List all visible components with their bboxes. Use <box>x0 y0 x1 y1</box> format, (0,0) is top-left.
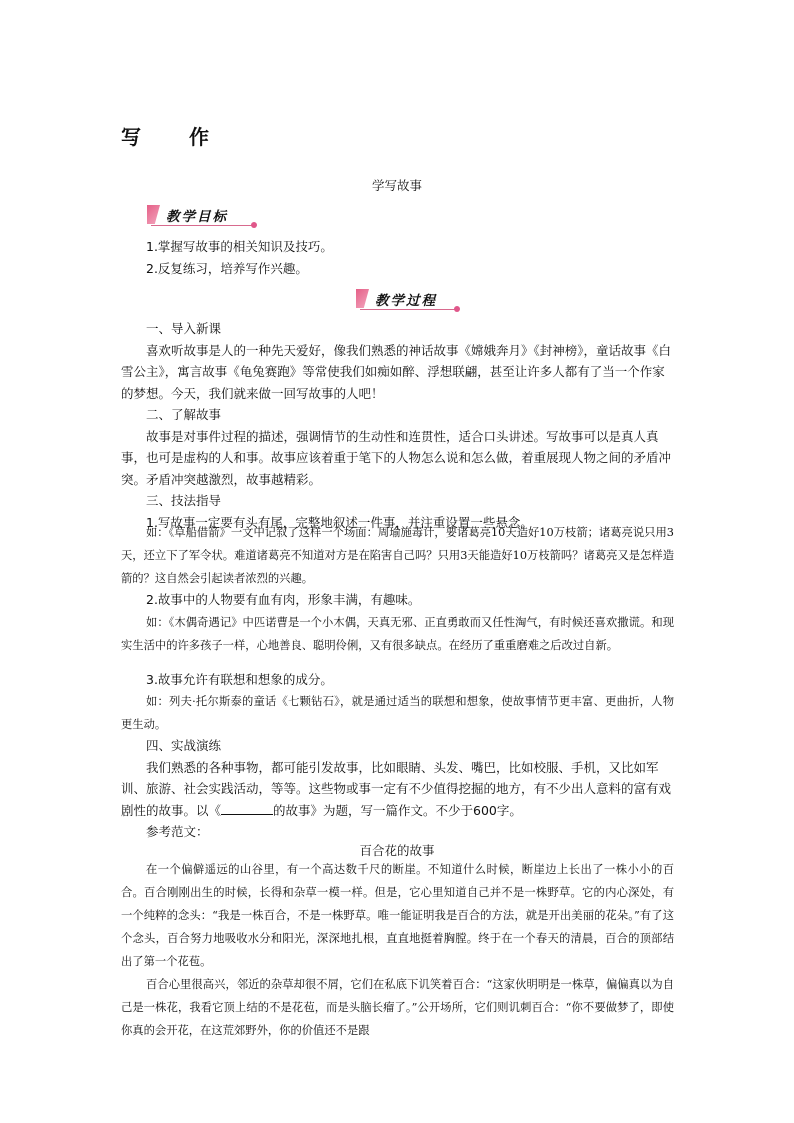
section-heading: 一、导入新课 <box>146 321 222 336</box>
teaching-process-part1 <box>121 318 674 533</box>
section-heading: 四、实战演练 <box>146 738 222 753</box>
tip-example: 如：《木偶奇遇记》中匹诺曹是一个小木偶，天真无邪、正直勇敢而又任性淘气，有时候还喜欢撒谎。和现实生活中的许多孩子一样，心地善良、聪明伶俐，又有很多缺点。在经历了重重磨难之后改过自新。 <box>121 616 674 652</box>
chapter-title: 写 作 <box>121 125 223 149</box>
sample-label: 参考范文： <box>146 824 209 839</box>
section-heading: 二、了解故事 <box>146 407 222 422</box>
sample-title: 百合花的故事 <box>359 843 435 858</box>
section-paragraph: 喜欢听故事是人的一种先天爱好，像我们熟悉的神话故事《嫦娥奔月》《封神榜》，童话故事《白雪公主》，寓言故事《龟兔赛跑》等常使我们如痴如醉、浮想联翩，甚至让许多人都有了当一个作家的梦想。今天，我们就来做一回写故事的人吧！ <box>121 342 672 401</box>
sample-paragraph: 在一个偏僻遥远的山谷里，有一个高达数千尺的断崖。不知道什么时候，断崖边上长出了一株小小的百合。百合刚刚出生的时候，长得和杂草一模一样。但是，它心里知道自己并不是一株野草。它的内心深处，有一个纯粹的念头：“我是一株百合，不是一株野草。唯一能证明我是百合的方法，就是开出美丽的花朵。”有了这个念头，百合努力地吸收水分和阳光，深深地扎根，直直地挺着胸膛。终于在一个春天的清晨，百合的顶部结出了第一个花苞。 <box>121 863 674 968</box>
section-paragraph <box>121 757 674 822</box>
title-blank <box>221 802 273 815</box>
objective-item: 2.反复练习，培养写作兴趣。 <box>146 260 308 276</box>
section-heading: 三、技法指导 <box>146 493 222 508</box>
tip-example: 如：《草船借箭》一文中记叙了这样一个场面：周瑜施毒计，要诸葛亮10天造好10万枝箭；诸葛亮说只用3天，还立下了军令状。难道诸葛亮不知道对方是在陷害自己吗？只用3天能造好10万枝箭吗？诸葛亮又是怎样造箭的？这自然会引起读者浓烈的兴趣。 <box>121 526 674 585</box>
banner-underline <box>360 309 458 310</box>
sample-essay <box>121 858 674 1042</box>
objectives-list <box>121 236 674 279</box>
tip-item: 1.写故事一定要有头有尾，完整地叙述一件事，并注重设置一些悬念。 <box>146 514 533 530</box>
banner-flag-icon <box>147 205 160 224</box>
process-banner-label: 教学过程 <box>375 293 437 309</box>
tip-item: 2.故事中的人物要有血有肉，形象丰满，有趣味。 <box>146 592 421 607</box>
banner-underline <box>151 225 255 226</box>
objectives-banner <box>147 203 262 227</box>
banner-dot-icon <box>251 222 257 228</box>
lesson-title: 学写故事 <box>371 178 422 193</box>
exercise-text-before: 我们熟悉的各种事物，都可能引发故事，比如眼睛、头发、嘴巴，比如校服、手机，又比如军训、旅游、社会实践活动，等等。这些物或事一定有不少值得挖掘的地方，有不少出人意料的富有戏剧性的故事。以《 <box>121 759 672 818</box>
objective-item: 1.掌握写故事的相关知识及技巧。 <box>146 239 333 254</box>
process-banner <box>356 287 471 311</box>
banner-flag-icon <box>356 289 369 308</box>
banner-dot-icon <box>454 306 460 312</box>
section-paragraph: 故事是对事件过程的描述，强调情节的生动性和连贯性，适合口头讲述。写故事可以是真人真事，也可是虚构的人和事。故事应该着重于笔下的人物怎么说和怎么做，着重展现人物之间的矛盾冲突。矛盾冲突越激烈，故事越精彩。 <box>121 428 672 487</box>
objectives-banner-label: 教学目标 <box>166 209 228 225</box>
teaching-process-part2 <box>121 735 674 843</box>
exercise-text-after: 的故事》为题，写一篇作文。不少于600字。 <box>273 802 522 818</box>
tip-example: 如：列夫·托尔斯泰的童话《七颗钻石》，就是通过适当的联想和想象，使故事情节更丰富、更曲折，人物更生动。 <box>121 695 674 731</box>
tip-item: 3.故事允许有联想和想象的成分。 <box>146 672 333 687</box>
sample-paragraph: 百合心里很高兴，邻近的杂草却很不屑，它们在私底下讥笑着百合：“这家伙明明是一株草，偏偏真以为自己是一株花，我看它顶上结的不是花苞，而是头脑长瘤了。”公开场所，它们则讥刺百合：“你不要做梦了，即使你真的会开花，在这荒郊野外，你的价值还不是跟 <box>121 978 674 1037</box>
